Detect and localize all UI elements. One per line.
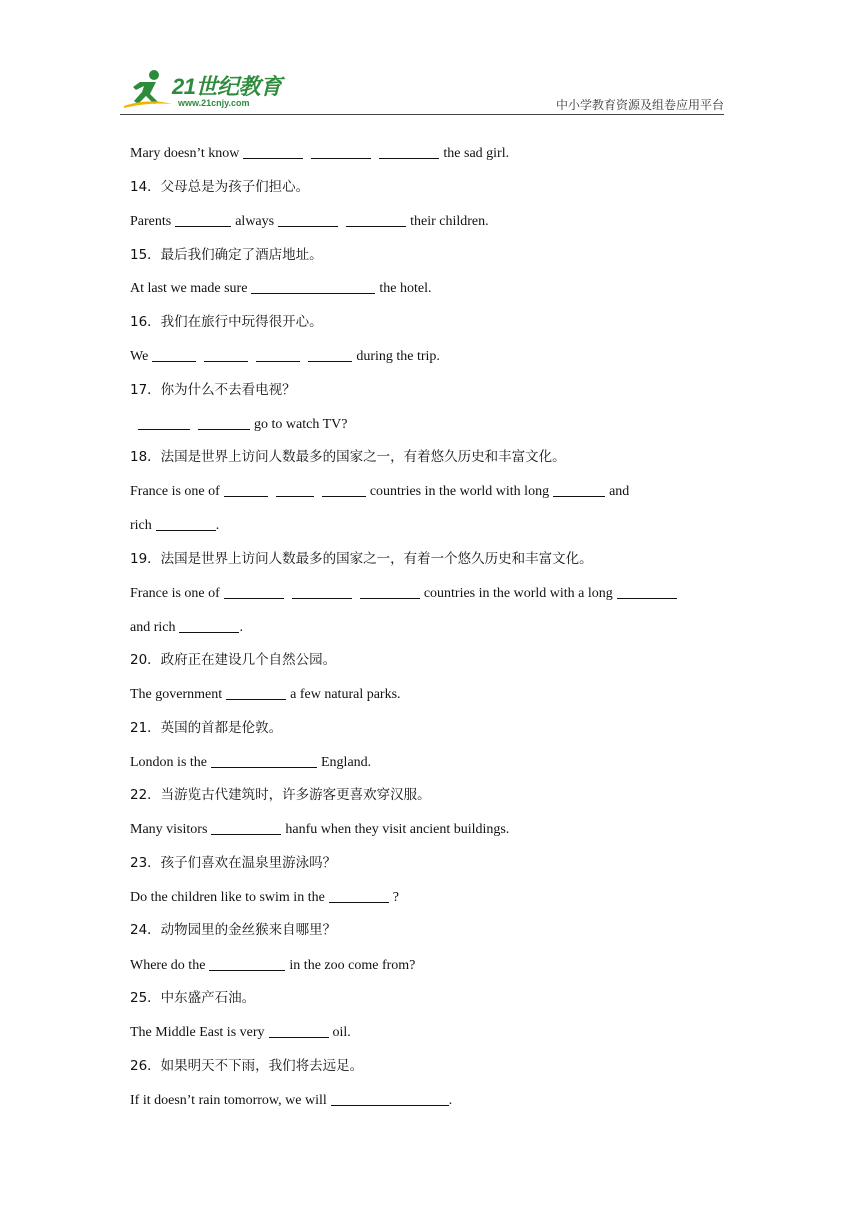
answer-blank[interactable]	[179, 618, 239, 633]
item-25-english: The Middle East is very oil.	[130, 1025, 351, 1040]
item-23-chinese: 23．孩子们喜欢在温泉里游泳吗？	[130, 855, 337, 871]
item-17-english: go to watch TV?	[134, 415, 347, 434]
item-18-chinese: 18．法国是世界上访问人数最多的国家之一，有着悠久历史和丰富文化。	[130, 449, 566, 465]
item-18-english: France is one of countries in the world with long and	[130, 484, 630, 499]
item-23-english: Do the children like to swim in the ?	[130, 890, 400, 905]
answer-blank[interactable]	[311, 144, 371, 159]
answer-blank[interactable]	[211, 753, 317, 768]
item-14-chinese: 14．父母总是为孩子们担心。	[130, 179, 310, 195]
answer-blank[interactable]	[379, 144, 439, 159]
answer-blank[interactable]	[553, 482, 605, 497]
runner-icon	[120, 68, 174, 112]
answer-blank[interactable]	[198, 415, 250, 430]
answer-blank[interactable]	[204, 347, 248, 362]
item-20-chinese: 20．政府正在建设几个自然公园。	[130, 652, 337, 668]
answer-blank[interactable]	[329, 888, 389, 903]
answer-blank[interactable]	[152, 347, 196, 362]
answer-blank[interactable]	[308, 347, 352, 362]
item-24-chinese: 24．动物园里的金丝猴来自哪里？	[130, 922, 337, 938]
item-19-english: France is one of countries in the world with a long	[130, 584, 681, 603]
answer-blank[interactable]	[346, 212, 406, 227]
answer-blank[interactable]	[226, 685, 286, 700]
item-19-chinese: 19．法国是世界上访问人数最多的国家之一，有着一个悠久历史和丰富文化。	[130, 551, 593, 567]
answer-blank[interactable]	[209, 956, 285, 971]
logo-url: www.21cnjy.com	[178, 98, 250, 108]
item-21-chinese: 21．英国的首都是伦敦。	[130, 720, 283, 736]
logo-text: 21世纪教育	[172, 74, 282, 99]
answer-blank[interactable]	[292, 584, 352, 599]
answer-blank[interactable]	[211, 820, 281, 835]
item-18-english-cont: rich .	[130, 518, 220, 533]
answer-blank[interactable]	[175, 212, 231, 227]
answer-blank[interactable]	[138, 415, 190, 430]
item-13-english: Mary doesn’t know the sad girl.	[130, 146, 510, 161]
answer-blank[interactable]	[224, 584, 284, 599]
answer-blank[interactable]	[156, 516, 216, 531]
item-22-chinese: 22．当游览古代建筑时，许多游客更喜欢穿汉服。	[130, 787, 431, 803]
site-logo	[120, 68, 290, 112]
item-16-chinese: 16．我们在旅行中玩得很开心。	[130, 314, 323, 330]
item-21-english: London is the England.	[130, 755, 372, 770]
item-19-english-cont: and rich .	[130, 620, 243, 635]
header-divider	[120, 114, 724, 115]
answer-blank[interactable]	[251, 279, 375, 294]
item-17-chinese: 17．你为什么不去看电视？	[130, 382, 296, 398]
item-20-english: The government a few natural parks.	[130, 687, 401, 702]
item-22-english: Many visitors hanfu when they visit ancient buildings.	[130, 822, 510, 837]
header-tagline: 中小学教育资源及组卷应用平台	[555, 98, 724, 112]
answer-blank[interactable]	[322, 482, 366, 497]
item-26-chinese: 26．如果明天不下雨，我们将去远足。	[130, 1058, 364, 1074]
answer-blank[interactable]	[617, 584, 677, 599]
item-25-chinese: 25．中东盛产石油。	[130, 990, 256, 1006]
answer-blank[interactable]	[331, 1091, 449, 1106]
answer-blank[interactable]	[224, 482, 268, 497]
item-26-english: If it doesn’t rain tomorrow, we will .	[130, 1093, 453, 1108]
answer-blank[interactable]	[243, 144, 303, 159]
item-15-chinese: 15．最后我们确定了酒店地址。	[130, 247, 323, 263]
answer-blank[interactable]	[278, 212, 338, 227]
answer-blank[interactable]	[269, 1023, 329, 1038]
item-15-english: At last we made sure the hotel.	[130, 281, 432, 296]
answer-blank[interactable]	[256, 347, 300, 362]
item-14-english: Parents always their children.	[130, 214, 489, 229]
answer-blank[interactable]	[360, 584, 420, 599]
answer-blank[interactable]	[276, 482, 314, 497]
page-header	[120, 64, 724, 116]
item-16-english: We during the trip.	[130, 349, 440, 364]
item-24-english: Where do the in the zoo come from?	[130, 958, 416, 973]
